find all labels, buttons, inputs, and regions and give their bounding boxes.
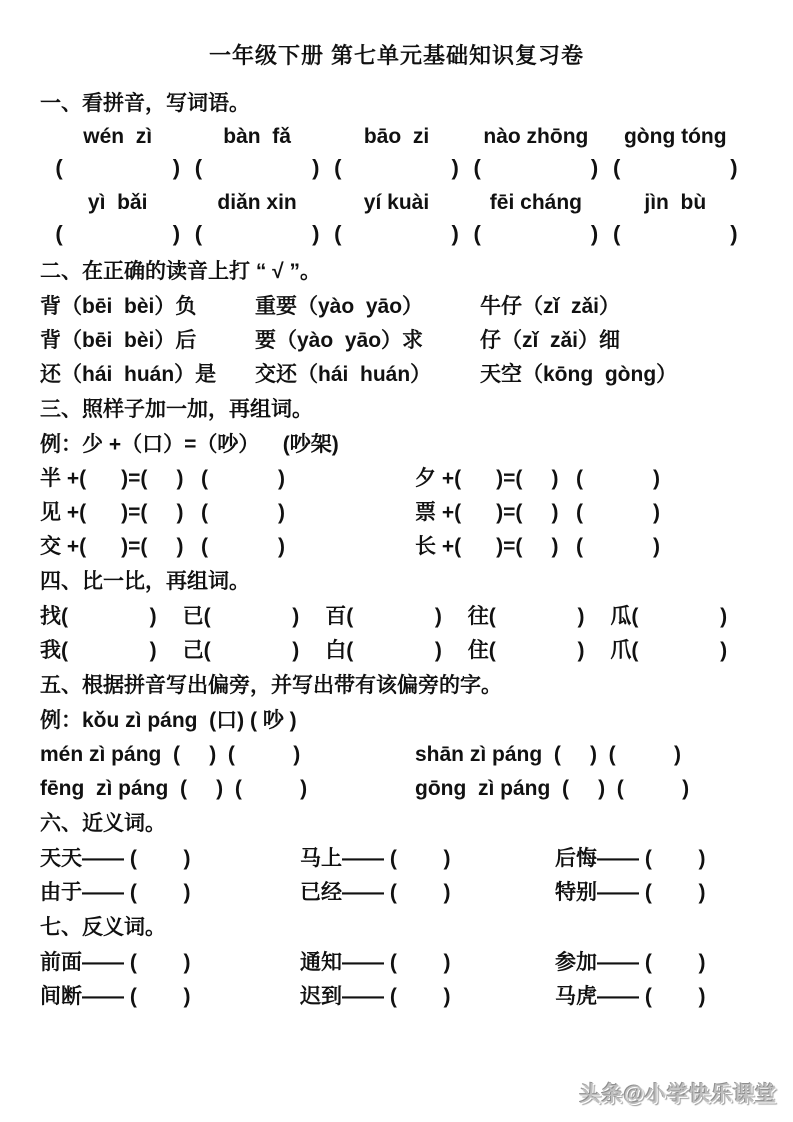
answer-blank: ( ) xyxy=(194,221,320,246)
pinyin-word: bàn fǎ xyxy=(223,125,291,148)
word: 通知 xyxy=(300,951,342,974)
antonym-item xyxy=(555,980,753,1014)
pronunciation-item: 背（bēi bèi）负 xyxy=(40,295,197,318)
answer-blanks: ( ) ( ) xyxy=(550,777,690,800)
answer-blank: —— ( ) xyxy=(597,985,706,1008)
answer-blank: —— ( ) xyxy=(597,881,706,904)
antonym-row xyxy=(40,946,753,980)
add-word-row xyxy=(40,496,753,530)
answer-blank: ( ) xyxy=(473,155,599,180)
pronunciation-item: 天空（kōng gòng） xyxy=(480,363,678,386)
compare-word-row xyxy=(40,634,753,668)
radical-item xyxy=(40,738,415,772)
compare-item xyxy=(40,634,183,668)
answer-blank: —— ( ) xyxy=(82,951,191,974)
synonym-row xyxy=(40,876,753,910)
pronunciation-row xyxy=(40,358,753,392)
answer-blanks: ( ) ( ) xyxy=(168,777,308,800)
pinyin-word: jìn bù xyxy=(644,191,707,214)
word: 由于 xyxy=(40,881,82,904)
synonym-item xyxy=(300,842,555,876)
base-character: 我 xyxy=(40,639,61,662)
radical-row xyxy=(40,738,753,772)
base-character: 见 xyxy=(40,501,61,524)
synonym-item xyxy=(300,876,555,910)
pinyin-word: wén zì xyxy=(83,125,153,148)
synonym-item xyxy=(40,876,300,910)
pinyin-word: yí kuài xyxy=(363,191,430,214)
answer-blank: ( ) xyxy=(55,155,181,180)
pinyin-word: gòng tóng xyxy=(623,125,727,148)
answer-blank: ( ) xyxy=(61,639,157,662)
word: 参加 xyxy=(555,951,597,974)
base-character: 住 xyxy=(467,639,489,662)
compare-item xyxy=(610,634,753,668)
radical-row xyxy=(40,772,753,806)
radical-item xyxy=(415,738,753,772)
compare-item xyxy=(40,600,183,634)
page-title: 一年级下册 第七单元基础知识复习卷 xyxy=(208,43,585,68)
word: 后悔 xyxy=(555,847,597,870)
answer-blank: —— ( ) xyxy=(342,881,451,904)
radical-pinyin: gōng zì páng xyxy=(415,777,551,800)
add-word-item xyxy=(40,530,415,564)
add-word-item xyxy=(40,496,415,530)
word: 前面 xyxy=(40,951,82,974)
pronunciation-item: 牛仔（zǐ zǎi） xyxy=(480,295,621,318)
word: 马上 xyxy=(300,847,342,870)
antonym-item xyxy=(555,946,753,980)
antonym-row xyxy=(40,980,753,1014)
answer-blanks: +( )=( ) ( ) xyxy=(436,535,661,558)
answer-blank: ( ) xyxy=(203,605,300,628)
pinyin-word: fēi cháng xyxy=(489,191,582,214)
antonym-item xyxy=(40,980,300,1014)
add-word-row xyxy=(40,530,753,564)
answer-blank: —— ( ) xyxy=(342,951,451,974)
compare-item xyxy=(325,634,468,668)
base-character: 己 xyxy=(182,639,204,662)
section-7-heading: 七、反义词。 xyxy=(40,916,166,939)
section-1-heading: 一、看拼音，写词语。 xyxy=(40,92,250,115)
word: 已经 xyxy=(300,881,342,904)
compare-word-row xyxy=(40,600,753,634)
word: 特别 xyxy=(555,881,597,904)
add-word-item xyxy=(415,530,753,564)
compare-item xyxy=(610,600,753,634)
section-4-heading: 四、比一比，再组词。 xyxy=(40,570,250,593)
section-5-heading: 五、根据拼音写出偏旁，并写出带有该偏旁的字。 xyxy=(40,674,502,697)
answer-blank: ( ) xyxy=(631,605,728,628)
pinyin-word: diǎn xin xyxy=(217,191,297,214)
pronunciation-row xyxy=(40,290,753,324)
section-3-heading: 三、照样子加一加，再组词。 xyxy=(40,398,313,421)
answer-blank: ( ) xyxy=(334,221,459,246)
section-5-example: 例：kǒu zì páng (口) ( 吵 ) xyxy=(40,709,297,732)
base-character: 长 xyxy=(415,535,436,558)
answer-blank: ( ) xyxy=(488,639,585,662)
add-word-item xyxy=(415,462,753,496)
pronunciation-item: 还（hái huán）是 xyxy=(40,363,217,386)
base-character: 白 xyxy=(325,639,347,662)
answer-blank: ( ) xyxy=(203,639,300,662)
compare-item xyxy=(468,600,611,634)
watermark: 头条@小学快乐课堂 xyxy=(579,1083,777,1106)
answer-blank: ( ) xyxy=(346,605,442,628)
pinyin-row-1 xyxy=(40,122,753,152)
section-3-example: 例：少 +（口）=（吵） (吵架) xyxy=(40,433,339,456)
answer-blank: ( ) xyxy=(473,221,599,246)
base-character: 往 xyxy=(467,605,489,628)
antonym-item xyxy=(300,980,555,1014)
pinyin-word: bāo zi xyxy=(363,125,430,148)
pinyin-word: yì bǎi xyxy=(87,191,148,214)
answer-blank: ( ) xyxy=(346,639,442,662)
word: 天天 xyxy=(40,847,82,870)
answer-blank: —— ( ) xyxy=(342,847,451,870)
answer-blanks: +( )=( ) ( ) xyxy=(436,467,661,490)
answer-blank-row-2 xyxy=(40,218,753,250)
base-character: 交 xyxy=(40,535,61,558)
answer-blank: ( ) xyxy=(194,155,320,180)
answer-blank-row-1 xyxy=(40,152,753,184)
pronunciation-item: 重要（yào yāo） xyxy=(255,295,424,318)
radical-item xyxy=(415,772,753,806)
answer-blank: ( ) xyxy=(488,605,585,628)
pinyin-row-2 xyxy=(40,188,753,218)
answer-blanks: +( )=( ) ( ) xyxy=(61,501,286,524)
synonym-item xyxy=(555,876,753,910)
compare-item xyxy=(183,600,326,634)
base-character: 已 xyxy=(182,605,204,628)
answer-blanks: +( )=( ) ( ) xyxy=(436,501,661,524)
pronunciation-item: 仔（zǐ zǎi）细 xyxy=(480,329,621,352)
synonym-row xyxy=(40,842,753,876)
antonym-item xyxy=(300,946,555,980)
compare-item xyxy=(325,600,468,634)
answer-blank: ( ) xyxy=(61,605,157,628)
word: 马虎 xyxy=(555,985,597,1008)
answer-blank: ( ) xyxy=(612,221,738,246)
radical-pinyin: fēng zì páng xyxy=(40,777,169,800)
section-2-heading: 二、在正确的读音上打 “ √ ”。 xyxy=(40,260,322,283)
answer-blanks: +( )=( ) ( ) xyxy=(61,535,286,558)
add-word-row xyxy=(40,462,753,496)
answer-blank: —— ( ) xyxy=(342,985,451,1008)
answer-blank: ( ) xyxy=(55,221,181,246)
answer-blank: ( ) xyxy=(612,155,738,180)
radical-pinyin: mén zì páng xyxy=(40,743,162,766)
base-character: 爪 xyxy=(610,639,632,662)
word: 迟到 xyxy=(300,985,342,1008)
base-character: 票 xyxy=(415,501,436,524)
answer-blank: —— ( ) xyxy=(82,985,191,1008)
base-character: 找 xyxy=(40,605,61,628)
answer-blank: —— ( ) xyxy=(82,847,191,870)
radical-item xyxy=(40,772,415,806)
base-character: 瓜 xyxy=(610,605,632,628)
compare-item xyxy=(468,634,611,668)
radical-pinyin: shān zì páng xyxy=(415,743,543,766)
answer-blank: ( ) xyxy=(631,639,728,662)
base-character: 夕 xyxy=(415,467,436,490)
answer-blanks: ( ) ( ) xyxy=(542,743,682,766)
pinyin-word: nào zhōng xyxy=(483,125,589,148)
answer-blank: ( ) xyxy=(334,155,459,180)
add-word-item xyxy=(40,462,415,496)
pronunciation-item: 交还（hái huán） xyxy=(255,363,432,386)
answer-blanks: ( ) ( ) xyxy=(161,743,301,766)
answer-blanks: +( )=( ) ( ) xyxy=(61,467,286,490)
synonym-item xyxy=(40,842,300,876)
section-6-heading: 六、近义词。 xyxy=(40,812,166,835)
add-word-item xyxy=(415,496,753,530)
answer-blank: —— ( ) xyxy=(82,881,191,904)
pronunciation-item: 背（bēi bèi）后 xyxy=(40,329,197,352)
synonym-item xyxy=(555,842,753,876)
answer-blank: —— ( ) xyxy=(597,847,706,870)
pronunciation-item: 要（yào yāo）求 xyxy=(255,329,424,352)
base-character: 半 xyxy=(40,467,61,490)
word: 间断 xyxy=(40,985,82,1008)
antonym-item xyxy=(40,946,300,980)
compare-item xyxy=(183,634,326,668)
base-character: 百 xyxy=(325,605,347,628)
pronunciation-row xyxy=(40,324,753,358)
answer-blank: —— ( ) xyxy=(597,951,706,974)
